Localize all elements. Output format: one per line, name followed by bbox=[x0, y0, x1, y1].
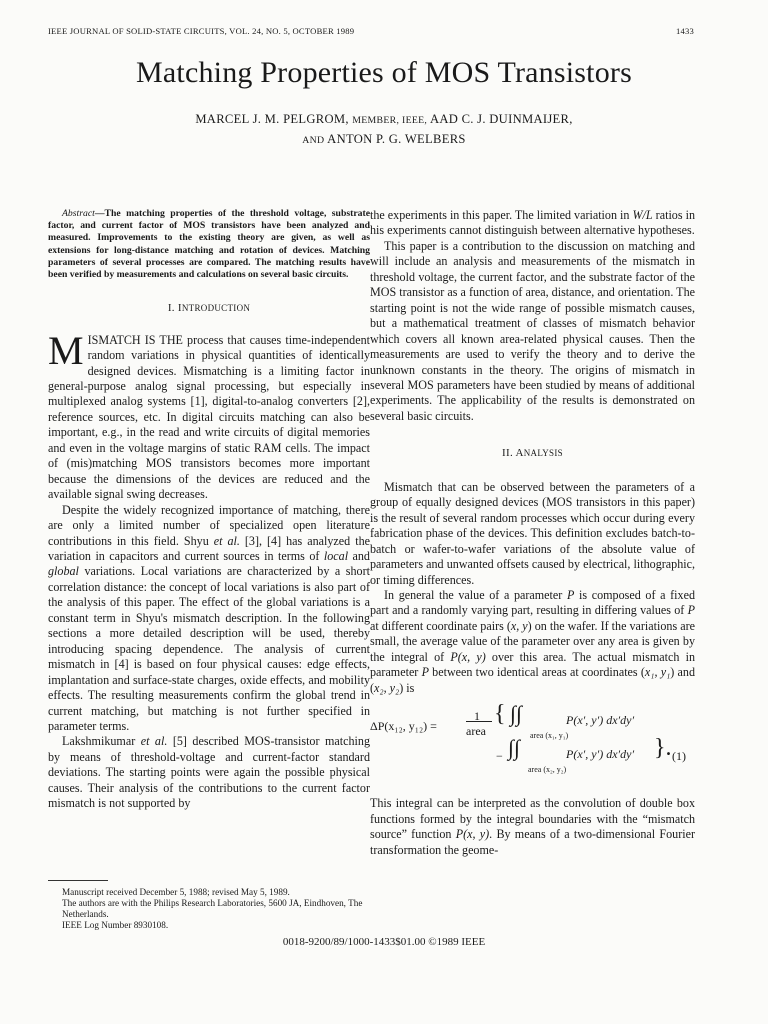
page-number: 1433 bbox=[676, 26, 694, 36]
analysis-paragraph-2 bbox=[370, 588, 695, 696]
footnote-manuscript: Manuscript received December 5, 1988; revised May 5, 1989. bbox=[62, 887, 290, 897]
footnote-log-number: IEEE Log Number 8930108. bbox=[62, 920, 169, 930]
right-column bbox=[370, 208, 695, 858]
section-heading-introduction bbox=[48, 301, 370, 316]
section-title-cap: A bbox=[515, 447, 524, 460]
text-italic: et al. bbox=[140, 734, 168, 749]
text-run: [5] described MOS-transistor matching by means of threshold-voltage and current-factor standard deviations. The starting points were again the possible physical causes. Their analysis of the contributions to the current factor mismatch is not supported by bbox=[48, 734, 370, 811]
math-symbol: x₂, y₂ bbox=[374, 680, 400, 695]
footnotes bbox=[62, 880, 372, 931]
text-run: ) and ( bbox=[370, 665, 695, 695]
eq-number: (1) bbox=[672, 749, 686, 764]
author-2: AAD C. J. DUINMAIJER, bbox=[429, 112, 573, 126]
text-italic: global bbox=[48, 564, 79, 579]
author-block bbox=[0, 110, 768, 150]
running-head bbox=[48, 26, 694, 36]
text-run: the experiments in this paper. The limited variation in bbox=[370, 208, 633, 222]
author-3: ANTON P. G. WELBERS bbox=[327, 132, 466, 146]
eq-frac-num: 1 bbox=[474, 709, 480, 724]
eq-double-integral-1: ∫∫ bbox=[510, 701, 523, 727]
math-symbol: P bbox=[566, 587, 575, 602]
abstract-lead: Abstract bbox=[62, 208, 95, 219]
text-italic: W/L bbox=[632, 208, 653, 222]
text-run: [3], [4] has analyzed the variation in capacitors and current sources in terms of bbox=[48, 533, 370, 564]
text-run: at different coordinate pairs ( bbox=[370, 618, 511, 633]
eq-frac-den: area bbox=[466, 724, 486, 739]
copyright-footer: 0018-9200/89/1000-1433$01.00 ©1989 IEEE bbox=[282, 936, 486, 948]
eq-double-integral-2: ∫∫ bbox=[508, 735, 521, 761]
abstract-text: —The matching properties of the threshold voltage, substrate factor, and current factor of MOS transistors have been analyzed and measured. Improvements to the existing theory are given, as well as extensions for long-distance matching and rotation of devices. Matching parameters of several processes are compared. The matching results have been verified by measurements and calculations on several basic circuits. bbox=[48, 208, 370, 281]
abstract bbox=[48, 208, 370, 281]
text-run: is composed of a fixed part and a randomly varying part, resulting in differing values of bbox=[370, 587, 695, 618]
math-symbol: P(x, y) bbox=[450, 649, 486, 664]
intro-paragraph-2 bbox=[48, 503, 370, 735]
text-run: In general the value of a parameter bbox=[384, 587, 567, 602]
text-run: ) on the wafer. If the variations are small, the average value of the parameter over any area is given by the integral of bbox=[370, 618, 695, 664]
eq-minus: − bbox=[496, 749, 503, 764]
journal-citation: IEEE JOURNAL OF SOLID-STATE CIRCUITS, VOL. 24, NO. 5, OCTOBER 1989 bbox=[48, 26, 355, 36]
left-column bbox=[48, 208, 370, 812]
eq-lhs: ΔP(x₁₂, y₁₂) = bbox=[370, 719, 437, 734]
right-paragraph-1 bbox=[370, 208, 695, 239]
intro-paragraph-1 bbox=[48, 327, 370, 503]
text-run: between two identical areas at coordinates ( bbox=[428, 665, 645, 680]
math-symbol: x₁, y₁ bbox=[644, 665, 671, 680]
text-run: This integral can be interpreted as the convolution of double box functions formed by the integral boundaries with the “mismatch source” function bbox=[370, 796, 695, 842]
section-heading-analysis bbox=[370, 446, 695, 461]
text-run: ratios in his experiments cannot distinguish between alternative hypotheses. bbox=[370, 208, 695, 238]
footnote-affiliation: The authors are with the Philips Research Laboratories, 5600 JA, Eindhoven, The Netherlands. bbox=[62, 898, 363, 919]
analysis-paragraph-1: Mismatch that can be observed between the parameters of a group of equally designed devices (MOS transistors in this paper) is the result of several random processes which occur during every fabrication phase of the devices. This definition excludes batch-to-batch or wafer-to-wafer variations of the absolute value of parameters and unwanted offsets caused by electrical, lithographic, or timing differences. bbox=[370, 479, 695, 587]
text-run: . By means of a two-dimensional Fourier transformation the geome- bbox=[370, 827, 695, 857]
eq-area-1: area (x₁, y₁) bbox=[530, 731, 569, 741]
eq-frac-bar bbox=[466, 721, 492, 722]
eq-brace-close: }. bbox=[654, 735, 672, 762]
math-symbol: P bbox=[421, 665, 429, 680]
text-run: Despite the widely recognized importance of matching, there are only a limited number of specialized open literature contributions in this field. Shyu bbox=[48, 502, 370, 548]
text-run: and bbox=[348, 549, 370, 564]
author-1-membership: MEMBER, IEEE, bbox=[352, 115, 428, 126]
section-numeral: II. bbox=[502, 447, 514, 460]
author-1: MARCEL J. M. PELGROM, bbox=[195, 112, 349, 126]
section-numeral: I. bbox=[167, 302, 175, 315]
math-symbol: x, y bbox=[510, 618, 528, 633]
text-run: ) is bbox=[399, 680, 415, 695]
author-and: AND bbox=[302, 135, 325, 146]
eq-brace-open: { bbox=[494, 701, 506, 728]
text-italic: et al. bbox=[213, 533, 240, 548]
drop-cap: M bbox=[48, 327, 84, 373]
footnote-rule bbox=[48, 880, 108, 881]
math-symbol: P(x, y) bbox=[455, 827, 490, 842]
text-italic: local bbox=[323, 549, 349, 564]
intro-paragraph-3 bbox=[48, 734, 370, 811]
analysis-paragraph-3 bbox=[370, 796, 695, 858]
text-run: over this area. The actual mismatch in parameter bbox=[370, 649, 696, 680]
text-run: variations. Local variations are characterized by a short correlation distance: the concept of local variations is also part of the analysis of this paper. The effect of the global variations is a constant term in Shyu's mismatch description. In the following sections a more detailed description will be used, thereby introducing spacing dependence. The analysis of current mismatch in [4] is based on four physical causes: edge effects, implantation and surface-state charges, oxide effects, and mobility effects. The resulting measurements confirm the global trend in current matching, but matching is not further specified in parameter terms. bbox=[48, 564, 370, 733]
right-paragraph-2: This paper is a contribution to the discussion on matching and will include an analysis and measurements of the mismatch in threshold voltage, the current factor, and the substrate factor of the MOS transistor as a function of area, distance, and orientation. The starting point is not the wide range of possible mismatch causes, but a mathematical treatment of classes of mismatch behavior which covers all known area-related physical causes. Then the measurements are used to verify the theory and to derive the unknown constants in the theory. The origins of mismatch in several MOS parameters have been studied by means of additional experiments. The applicability of the results is demonstrated on several basic circuits. bbox=[370, 238, 695, 423]
section-title-rest: NTRODUCTION bbox=[181, 303, 251, 314]
section-title-rest: NALYSIS bbox=[523, 448, 563, 459]
eq-integrand-2: P(x′, y′) dx′dy′ bbox=[566, 747, 635, 762]
equation-1 bbox=[370, 701, 695, 784]
text-run: Lakshmikumar bbox=[62, 734, 141, 749]
math-symbol: P bbox=[687, 603, 695, 618]
eq-integrand-1: P(x′, y′) dx′dy′ bbox=[566, 713, 635, 728]
intro-p1-text: ISMATCH IS THE process that causes time-independent random variations in physical quantities of identically designed devices. Mismatching is a limiting factor in general-purpose analog signal processing, but especially in multiplexed analog systems [1], digital-to-analog converters [2], reference sources, etc. In digital circuits matching can also be important, e.g., in the read and write circuits of digital memories and even in the voltage margins of static RAM cells. The impact of (mis)matching MOS transistors becomes more important because the dimensions of the devices are reduced and the available signal swing decreases. bbox=[48, 332, 370, 502]
paper-title: Matching Properties of MOS Transistors bbox=[136, 56, 632, 89]
section-title-cap: I bbox=[177, 302, 182, 315]
eq-area-2: area (x₂, y₂) bbox=[528, 765, 567, 775]
